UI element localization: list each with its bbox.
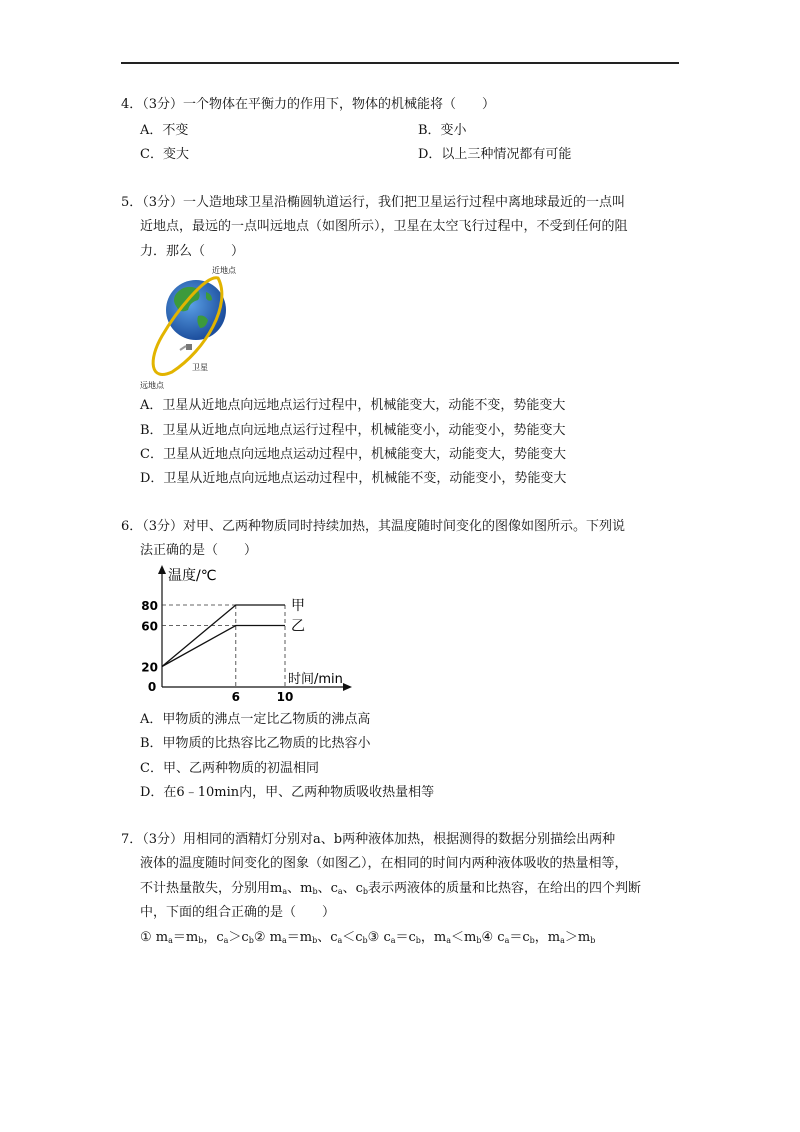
satellite-orbit-figure [136, 264, 246, 390]
x-tick-label-1: 6 [231, 690, 240, 702]
q5-option-a: A．卫星从近地点向远地点运行过程中，机械能变大，动能不变，势能变大 [140, 398, 566, 413]
q5-option-d: D．卫星从近地点向远地点运动过程中，机械能不变，动能变小，势能变大 [140, 471, 567, 486]
series-label-0: 甲 [291, 598, 305, 614]
q5-stem-line1: 5．（3分）一人造地球卫星沿椭圆轨道运行，我们把卫星运行过程中离地球最近的一点叫 [121, 195, 626, 210]
temperature-time-chart [140, 562, 360, 702]
q6-option-b: B．甲物质的比热容比乙物质的比热容小 [140, 736, 371, 751]
q4-option-d: D．以上三种情况都有可能 [418, 147, 572, 162]
q4-option-a: A．不变 [140, 123, 189, 138]
x-tick-label-0: 0 [147, 680, 157, 694]
q7-stem-line3: 不计热量散失，分别用$m_a$、$m_b$、$c_a$、$c_b$表示两液体的质量和比热容，在给出的四个判断 [140, 881, 642, 896]
q4-option-b: B．变小 [418, 123, 467, 138]
q5-stem-line3: 力．那么（ ） [140, 244, 245, 259]
q7-stem-line1: 7．（3分）用相同的酒精灯分别对a、b两种液体加热，根据测得的数据分别描绘出两种 [121, 832, 616, 847]
near-point-label: 近地点 [212, 266, 236, 275]
x-axis-label: 时间/min [288, 672, 343, 687]
q6-option-a: A．甲物质的沸点一定比乙物质的沸点高 [140, 712, 371, 727]
q4-stem: 4．（3分）一个物体在平衡力的作用下，物体的机械能将（ ） [121, 97, 496, 112]
far-point-label: 远地点 [140, 381, 164, 390]
y-tick-label-2: 80 [141, 599, 158, 613]
series-line-0 [162, 605, 285, 667]
q7-judgments: ① $m_a=m_b$，$c_a>c_b②$ $m_a=m_b$、$c_a<c_b③$ $c_a=c_b$，$m_a<m_b④$ $c_a=c_b$，$m_a>m_b$ [140, 930, 596, 945]
q6-option-c: C．甲、乙两种物质的初温相同 [140, 761, 319, 776]
series-line-1 [162, 626, 285, 667]
q4-option-c: C．变大 [140, 147, 189, 162]
q5-option-b: B．卫星从近地点向远地点运行过程中，机械能变小，动能变小，势能变大 [140, 423, 566, 438]
series-label-1: 乙 [291, 618, 305, 635]
q6-stem-line1: 6．（3分）对甲、乙两种物质同时持续加热，其温度随时间变化的图像如图所示。下列说 [121, 519, 626, 534]
q5-stem-line2: 近地点，最远的一点叫远地点（如图所示），卫星在太空飞行过程中，不受到任何的阻 [140, 219, 628, 234]
q7-stem-line2: 液体的温度随时间变化的图象（如图乙），在相同的时间内两种液体吸收的热量相等， [140, 856, 628, 871]
satellite-icon [180, 344, 192, 350]
x-axis-arrow [343, 683, 352, 691]
y-tick-label-1: 60 [141, 619, 158, 634]
y-tick-label-0: 20 [141, 660, 158, 675]
q5-option-c: C．卫星从近地点向远地点运动过程中，机械能变大，动能变大，势能变大 [140, 447, 566, 462]
q7-stem-line4: 中，下面的组合正确的是（ ） [140, 905, 336, 920]
y-axis-arrow [158, 565, 166, 574]
x-tick-label-2: 10 [276, 690, 294, 702]
q6-option-d: D．在6﹣10min内，甲、乙两种物质吸收热量相等 [140, 785, 435, 800]
q6-stem-line2: 法正确的是（ ） [140, 543, 258, 558]
y-axis-label: 温度/℃ [168, 568, 217, 584]
satellite-label: 卫星 [192, 363, 208, 372]
header-rule [121, 62, 679, 64]
